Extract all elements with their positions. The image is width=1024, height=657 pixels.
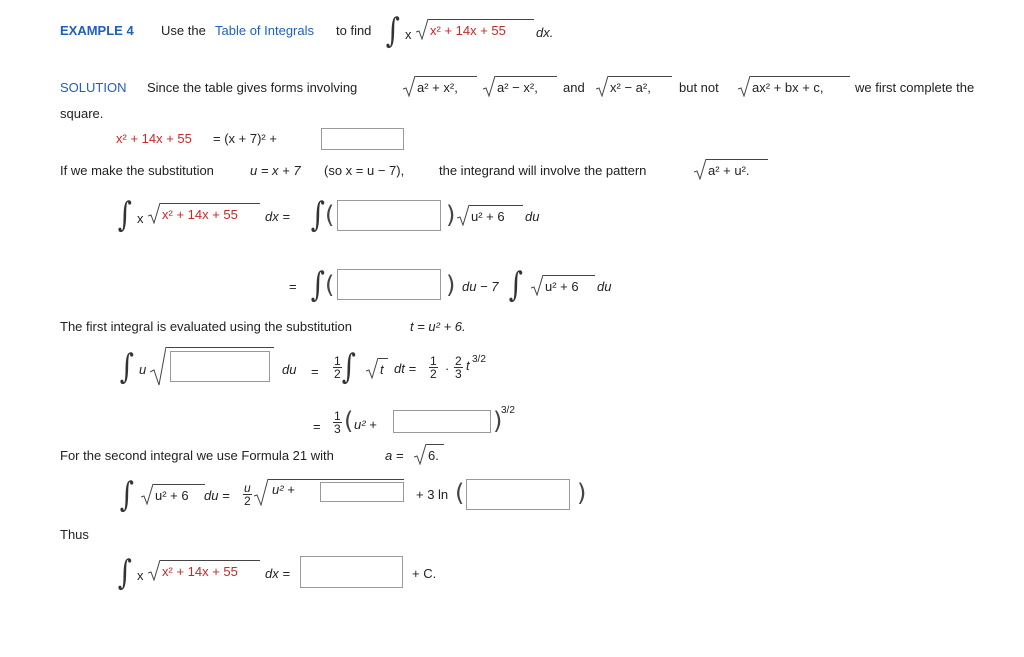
problem-radicand: x² + 14x + 55 <box>430 23 506 38</box>
rewrite-sqrt-radical <box>457 204 523 226</box>
u-label: u <box>139 362 147 377</box>
outer-exponent: 3/2 <box>501 405 515 416</box>
sqrt-6-radical <box>414 443 444 465</box>
integral-sign: ∫ <box>310 265 325 305</box>
second-integral-text: For the second integral we use Formula 21 with <box>60 448 334 463</box>
integral-sign: ∫ <box>341 347 356 387</box>
radical-sign-icon <box>150 346 166 386</box>
rewrite-sqrt-text: u² + 6 <box>471 209 505 224</box>
pattern-radical <box>694 158 768 180</box>
second-radical <box>141 483 205 505</box>
substitution-text-after: the integrand will involve the pattern <box>439 163 647 178</box>
integral-sign: ∫ <box>310 195 325 235</box>
fraction-denominator: 3 <box>334 422 341 436</box>
radical-sign-icon <box>694 158 706 180</box>
radical-sign-icon <box>366 357 378 379</box>
right-paren: ) <box>446 201 456 229</box>
sqrt-t-radical <box>366 357 388 379</box>
final-radical <box>148 559 260 581</box>
split-du: du − 7 <box>462 279 499 294</box>
solution-text-2: we first complete the <box>855 80 975 95</box>
left-paren: ( <box>455 479 465 507</box>
integral-sign: ∫ <box>119 475 134 515</box>
form-2: a² − x², <box>497 80 538 95</box>
radical-sign-icon <box>483 75 495 97</box>
t-power-exponent: 3/2 <box>472 354 486 365</box>
thus-text: Thus <box>60 527 89 542</box>
radical-sign-icon <box>531 274 543 296</box>
first-du: du <box>282 362 297 377</box>
rewrite-dx: dx = <box>265 209 290 224</box>
form-1: a² + x², <box>417 80 458 95</box>
but-not-text: but not <box>679 80 719 95</box>
form-4: ax² + bx + c, <box>752 80 824 95</box>
problem-dx: dx. <box>536 25 554 40</box>
radical-sign-icon <box>414 443 426 465</box>
right-paren: ) <box>446 271 456 299</box>
right-paren: ) <box>493 407 503 435</box>
radical-sign-icon <box>141 483 153 505</box>
use-text: Use the <box>161 23 206 38</box>
dt-equals: dt = <box>394 361 417 376</box>
integral-sign: ∫ <box>117 195 132 235</box>
two-thirds-fraction <box>454 355 463 380</box>
final-x: x <box>137 568 144 583</box>
t-power-base: t <box>466 358 470 373</box>
right-paren: ) <box>577 479 587 507</box>
rewrite-radicand: x² + 14x + 55 <box>162 207 238 222</box>
form-2-radical <box>483 75 557 97</box>
radical-sign-icon <box>254 478 268 506</box>
fraction-numerator: 1 <box>430 354 437 368</box>
integral-sign: ∫ <box>117 553 132 593</box>
left-paren: ( <box>344 407 354 435</box>
split-sqrt-text: u² + 6 <box>545 279 579 294</box>
radical-sign-icon <box>403 75 415 97</box>
square-answer-input[interactable] <box>321 128 404 150</box>
fraction-numerator: u <box>244 481 251 495</box>
t-expression: t = u² + 6. <box>410 319 466 334</box>
split-du-2: du <box>597 279 612 294</box>
solution-text-1: Since the table gives forms involving <box>147 80 358 95</box>
second-u2-plus: u² + <box>272 482 295 497</box>
solution-text-3: square. <box>60 106 104 121</box>
split-equals: = <box>289 279 297 294</box>
fraction-numerator: 2 <box>455 354 462 368</box>
radical-sign-icon <box>148 202 160 224</box>
split-sqrt-radical <box>531 274 595 296</box>
form-4-radical <box>738 75 850 97</box>
first-u2-plus: u² + <box>354 417 377 432</box>
integral-sign: ∫ <box>508 265 523 305</box>
radical-sign-icon <box>738 75 750 97</box>
ln-answer-input[interactable] <box>466 479 570 510</box>
table-of-integrals-link[interactable]: Table of Integrals <box>215 23 315 38</box>
second-sqrt-answer-input[interactable] <box>320 482 404 502</box>
example-label: EXAMPLE 4 <box>60 23 134 38</box>
final-dx-eq: dx = <box>265 566 290 581</box>
find-text: to find <box>336 23 372 38</box>
pattern-text: a² + u². <box>708 163 750 178</box>
sqrt-t-text: t <box>380 362 384 377</box>
u-over-2-fraction <box>243 482 252 507</box>
radical-sign-icon <box>148 559 160 581</box>
form-3: x² − a², <box>610 80 651 95</box>
final-radicand: x² + 14x + 55 <box>162 564 238 579</box>
one-half-fraction <box>333 355 342 380</box>
substitution-text: If we make the substitution <box>60 163 214 178</box>
one-third-fraction <box>333 410 342 435</box>
first-radicand-input[interactable] <box>170 351 270 382</box>
problem-radical <box>416 18 534 40</box>
radical-sign-icon <box>596 75 608 97</box>
rewrite-radical <box>148 202 260 224</box>
left-paren: ( <box>325 271 335 299</box>
a-equals: a = <box>385 448 404 463</box>
solution-label: SOLUTION <box>60 80 127 95</box>
fraction-denominator: 2 <box>244 494 251 508</box>
first-eq-2: = <box>313 419 321 434</box>
left-paren: ( <box>325 201 335 229</box>
fraction-denominator: 3 <box>455 367 462 381</box>
form-3-radical <box>596 75 672 97</box>
fraction-denominator: 2 <box>334 367 341 381</box>
integral-sign: ∫ <box>385 11 400 51</box>
u-expression: u = x + 7 <box>250 163 301 178</box>
radical-sign-icon <box>457 204 469 226</box>
rewrite-du: du <box>525 209 540 224</box>
second-radicand: u² + 6 <box>155 488 189 503</box>
second-du-eq: du = <box>204 488 230 503</box>
first-inner-answer-input[interactable] <box>393 410 491 433</box>
form-1-radical <box>403 75 477 97</box>
split-answer-input[interactable] <box>337 269 441 300</box>
so-text: (so x = u − 7), <box>324 163 405 178</box>
and-text: and <box>563 80 585 95</box>
dot-operator: · <box>445 361 450 376</box>
rewrite-answer-input[interactable] <box>337 200 441 231</box>
sqrt-6-text: 6. <box>428 448 439 463</box>
final-answer-input[interactable] <box>300 556 403 588</box>
problem-x: x <box>405 27 412 42</box>
first-eq-1: = <box>311 364 319 379</box>
one-half-fraction-2 <box>429 355 438 380</box>
rewrite-x: x <box>137 211 144 226</box>
integral-sign: ∫ <box>119 347 134 387</box>
first-integral-text: The first integral is evaluated using the substitution <box>60 319 352 334</box>
fraction-numerator: 1 <box>334 409 341 423</box>
radical-sign-icon <box>416 18 428 40</box>
plus-3-ln: + 3 ln <box>416 487 449 502</box>
plus-c: + C. <box>412 566 437 581</box>
square-rhs: = (x + 7)² + <box>213 131 277 146</box>
fraction-denominator: 2 <box>430 367 437 381</box>
square-lhs: x² + 14x + 55 <box>116 131 192 146</box>
fraction-numerator: 1 <box>334 354 341 368</box>
